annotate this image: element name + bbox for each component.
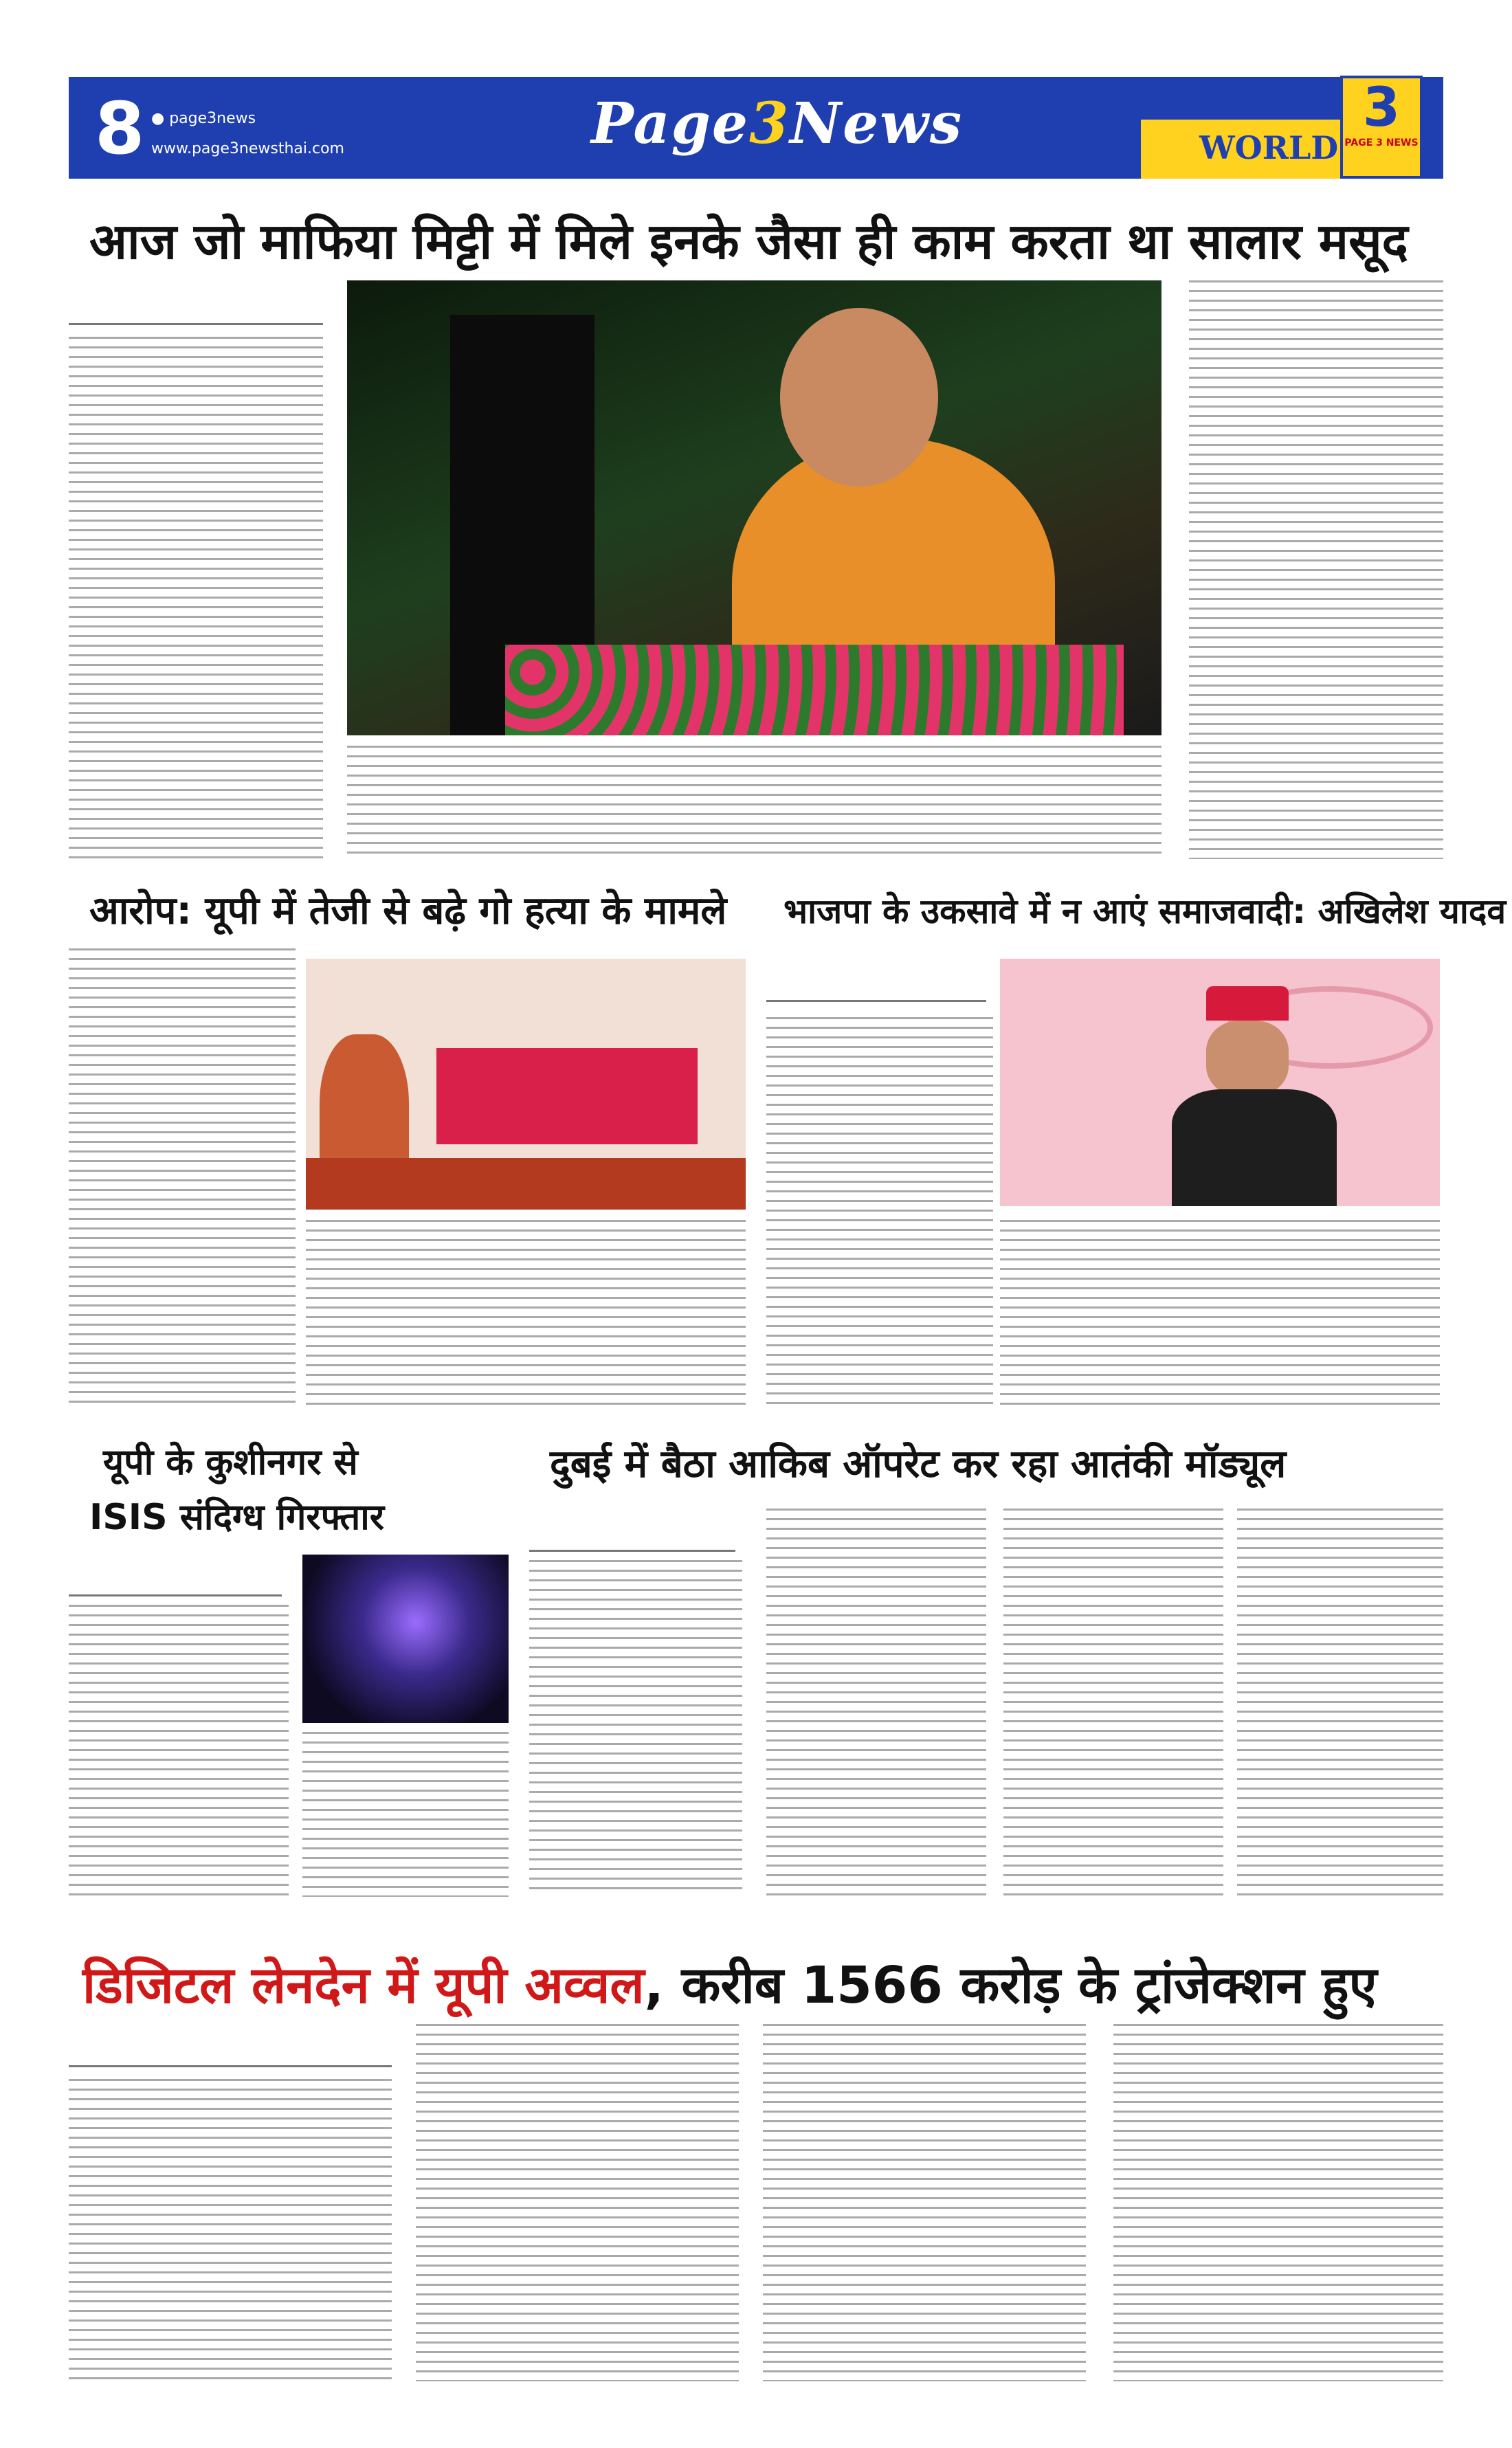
article-text	[302, 1732, 509, 1897]
headline-akhilesh: भाजपा के उकसावे में न आएं समाजवादी: अखिलेश यादव	[783, 891, 1507, 931]
photo-flowers	[505, 645, 1124, 735]
photo-arrest-lights	[302, 1555, 509, 1723]
article-text	[529, 1560, 742, 1897]
article-text	[69, 948, 296, 1409]
article-text	[1189, 280, 1443, 859]
logo: Page3News	[591, 91, 964, 157]
article-text	[69, 337, 323, 866]
facebook-icon: ●	[151, 110, 170, 127]
article-text	[1113, 2024, 1443, 2381]
page3-badge: 3 PAGE 3 NEWS	[1340, 76, 1423, 179]
article-text	[766, 1509, 986, 1897]
article-text	[347, 746, 1161, 859]
headline-digital-transactions: डिजिटल लेनदेन में यूपी अव्वल, करीब 1566 करोड़ के ट्रांजेक्शन हुए	[82, 1956, 1377, 2015]
section-label: WORLD	[1199, 129, 1339, 166]
byline	[69, 282, 323, 325]
photo-table-shape	[306, 1158, 746, 1210]
article-text	[1000, 1220, 1440, 1409]
article-text	[69, 1605, 289, 1897]
article-text	[766, 1017, 993, 1409]
photo-jacket-shape	[1172, 1089, 1337, 1206]
byline	[529, 1509, 735, 1552]
headline-cow-slaughter: आरोप: यूपी में तेजी से बढ़े गो हत्या के मामले	[89, 889, 727, 933]
headline-main: आज जो माफिया मिट्टी में मिले इनके जैसा ही काम करता था सालार मसूद	[89, 212, 1408, 270]
website-url[interactable]: www.page3newsthai.com	[151, 140, 344, 157]
article-text	[763, 2024, 1086, 2381]
article-text	[1237, 1509, 1443, 1897]
headline-dubai-module: दुबई में बैठा आकिब ऑपरेट कर रहा आतंकी मॉड्यूल	[550, 1442, 1287, 1487]
byline	[69, 2024, 392, 2067]
byline	[766, 959, 986, 1002]
article-text	[416, 2024, 739, 2381]
headline-kushinagar-line1: यूपी के कुशीनगर से	[103, 1442, 358, 1483]
headline-kushinagar-line2: ISIS संदिग्ध गिरफ्तार	[89, 1497, 385, 1538]
article-text	[306, 1220, 746, 1409]
photo-face-shape	[780, 308, 938, 487]
photo-puja	[306, 959, 746, 1210]
article-text	[1003, 1509, 1223, 1897]
page-number: 8	[95, 87, 145, 170]
photo-speaker	[347, 280, 1161, 735]
article-text	[69, 2079, 392, 2381]
masthead	[69, 77, 1443, 179]
photo-cap-shape	[1206, 986, 1289, 1021]
photo-akhilesh	[1000, 959, 1440, 1206]
photo-altar-shape	[436, 1048, 698, 1144]
facebook-handle: ● page3news	[151, 110, 256, 127]
byline	[69, 1553, 282, 1596]
photo-face-shape	[1206, 1021, 1289, 1096]
